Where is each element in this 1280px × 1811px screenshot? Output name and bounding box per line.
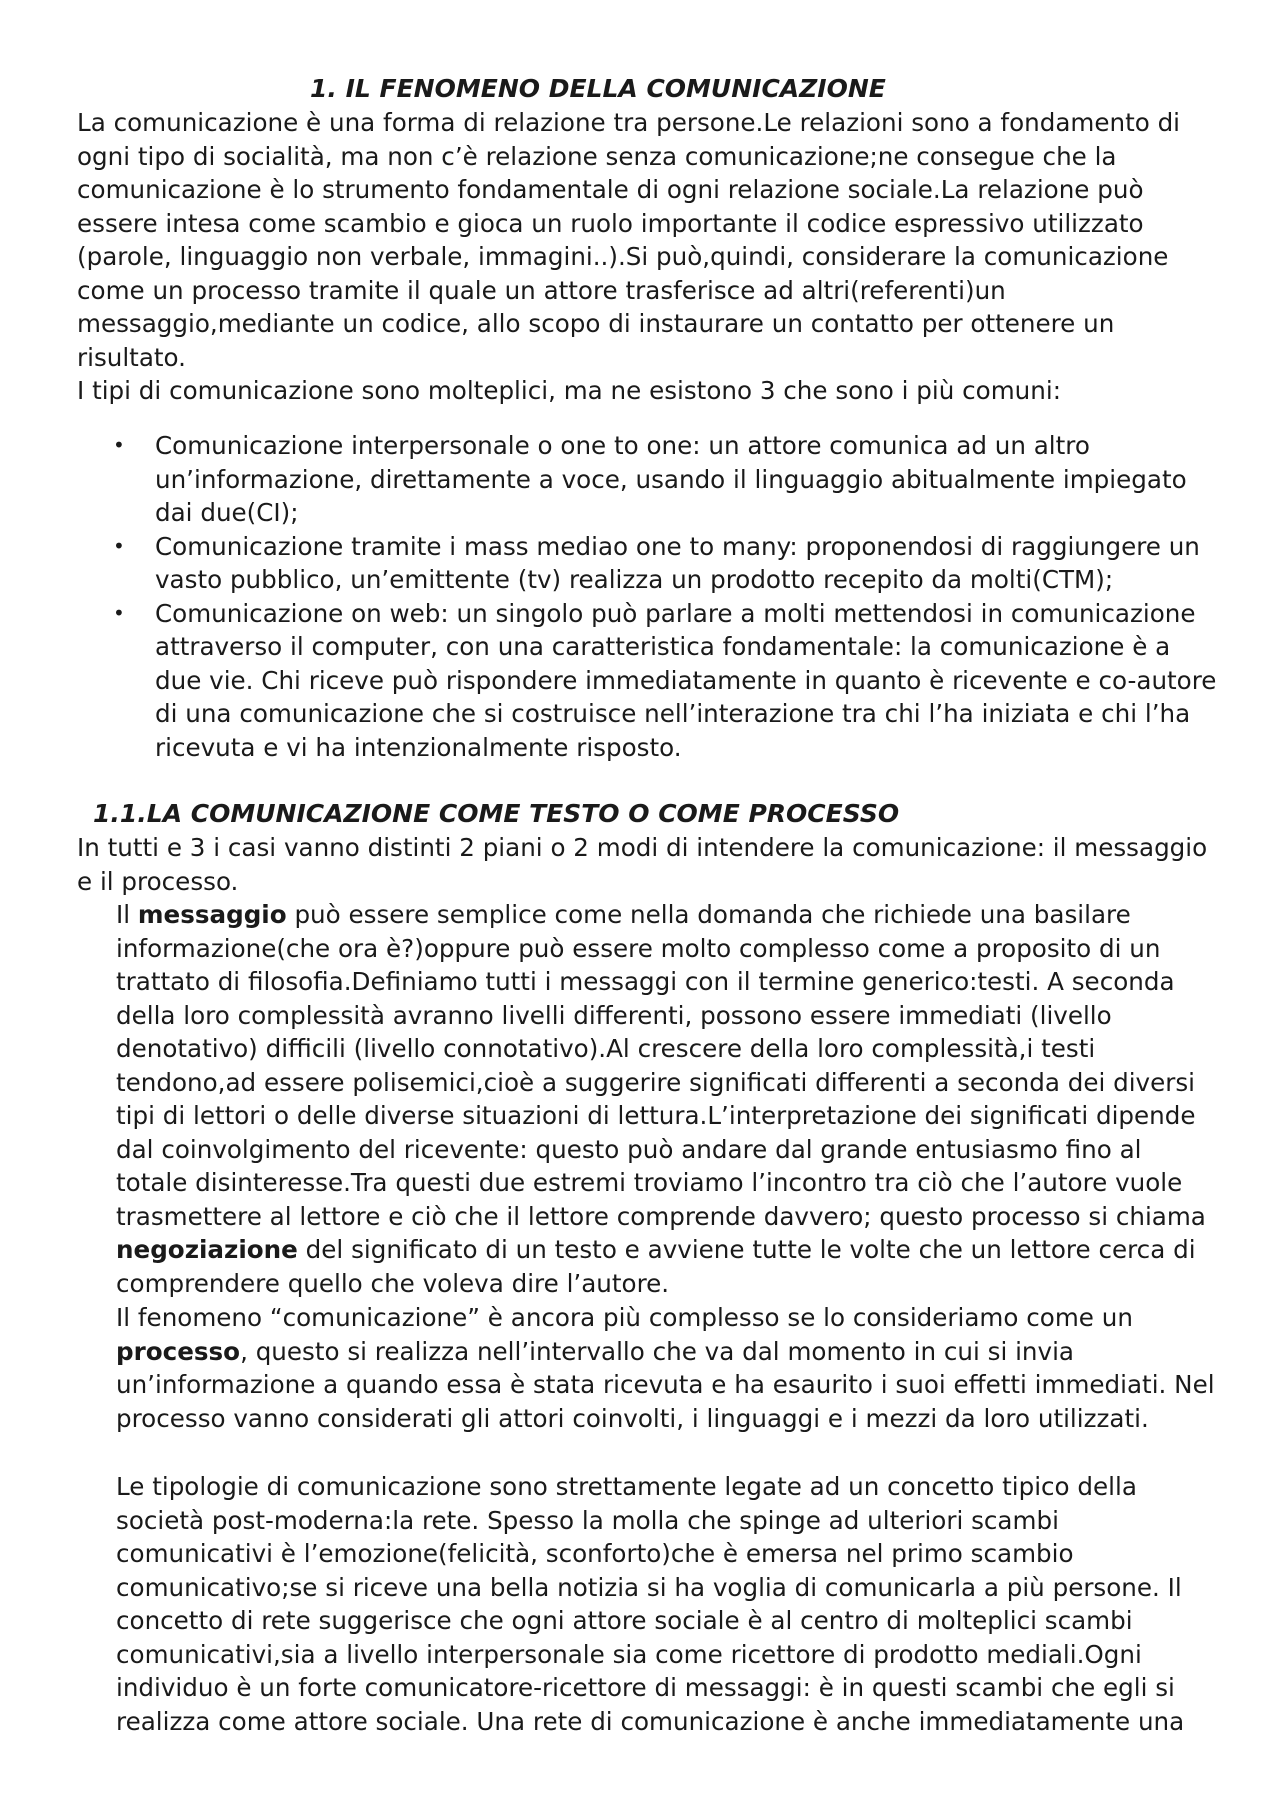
bullet-icon: • [113,600,125,625]
text-run: , questo si realizza nell’intervallo che va dal momento in cui si invia un’informazione a quando essa è stata ricevuta e ha esaurito i suoi effetti immediati. Nel processo vanno considerati gli attori coinvolti, i linguaggi e i mezzi da loro utilizzati. [116,1336,1215,1433]
page-title: 1. IL FENOMENO DELLA COMUNICAZIONE [310,74,886,103]
intro-paragraph: La comunicazione è una forma di relazione tra persone.Le relazioni sono a fondamento di ogni tipo di socialità, ma non c’è relazione senza comunicazione;ne consegue che la comunicazione è lo strumento fondamentale di ogni relazione sociale.La relazione può essere intesa come scambio e gioca un ruolo importante il codice espressivo utilizzato (parole, linguaggio non verbale, immagini..).Si può,quindi, considerare la comunicazione come un processo tramite il quale un attore trasferisce ad altri(referenti)un messaggio,mediante un codice, allo scopo di instaurare un contatto per ottenere un risultato. [77,108,1181,372]
text-run: del significato di un testo e avviene tutte le volte che un lettore cerca di comprendere quello che voleva dire l’autore. [116,1235,1196,1298]
section-intro-paragraph: In tutti e 3 i casi vanno distinti 2 piani o 2 modi di intendere la comunicazione: il messaggio e il processo. [77,833,1208,896]
text-run: Il fenomeno “comunicazione” è ancora più complesso se lo consideriamo come un [116,1303,1133,1332]
list-item [77,429,1217,530]
bullet-icon: • [113,533,125,558]
list-item-text: Comunicazione interpersonale o one to one: un attore comunica ad un altro un’informazione, direttamente a voce, usando il linguaggio abitualmente impiegato dai due(CI); [155,431,1187,527]
list-item-text: Comunicazione tramite i mass mediao one to many: proponendosi di raggiungere un vasto pubblico, un’emittente (tv) realizza un prodotto recepito da molti(CTM); [155,531,1200,594]
process-paragraph [116,1301,1216,1435]
network-paragraph: Le tipologie di comunicazione sono strettamente legate ad un concetto tipico della società post-moderna:la rete. Spesso la molla che spinge ad ulteriori scambi comunicativi è l’emozione(felicità, sconforto)che è emersa nel primo scambio comunicativo;se si riceve una bella notizia si ha voglia di comunicarla a più persone. Il concetto di rete suggerisce che ogni attore sociale è al centro di molteplici scambi comunicativi,sia a livello interpersonale sia come ricettore di prodotto mediali.Ogni individuo è un forte comunicatore-ricettore di messaggi: è in questi scambi che egli si realizza come attore sociale. Una rete di comunicazione è anche immediatamente una [116,1472,1185,1736]
bullet-icon: • [113,433,125,457]
text-run: può essere semplice come nella domanda che richiede una basilare informazione(che ora è?)oppure può essere molto complesso come a proposito di un trattato di filosofia.Definiamo tutti i messaggi con il termine generico:testi. A seconda della loro complessità avranno livelli differenti, possono essere immediati (livello denotativo) difficili (livello connotativo).Al crescere della loro complessità,i testi tendono,ad essere polisemici,cioè a suggerire significati differenti a seconda dei diversi tipi di lettori o delle diverse situazioni di lettura.L’interpretazione dei significati dipende dal coinvolgimento del ricevente: questo può andare dal grande entusiasmo fino al totale disinteresse.Tra questi due estremi troviamo l’incontro tra ciò che l’autore vuole trasmettere al lettore e ciò che il lettore comprende davvero; questo processo si chiama [116,900,1206,1231]
list-item [77,597,1217,765]
types-lead-paragraph: I tipi di comunicazione sono molteplici, ma ne esistono 3 che sono i più comuni: [77,376,1061,405]
section-subtitle: 1.1.LA COMUNICAZIONE COME TESTO O COME PROCESSO [93,799,900,828]
message-paragraph [116,898,1216,1300]
bold-term: processo [116,1336,241,1366]
bold-term: messaggio [137,900,287,929]
list-item-text: Comunicazione on web: un singolo può parlare a molti mettendosi in comunicazione attraverso il computer, con una caratteristica fondamentale: la comunicazione è a due vie. Chi riceve può rispondere immediatamente in quanto è ricevente e co-autore di una comunicazione che si costruisce nell’interazione tra chi l’ha iniziata e chi l’ha ricevuta e vi ha intenzionalmente risposto. [155,598,1217,762]
bold-term: negoziazione [116,1235,298,1264]
text-run: Il [116,900,138,929]
communication-types-list [77,429,1217,764]
list-item [77,530,1217,597]
